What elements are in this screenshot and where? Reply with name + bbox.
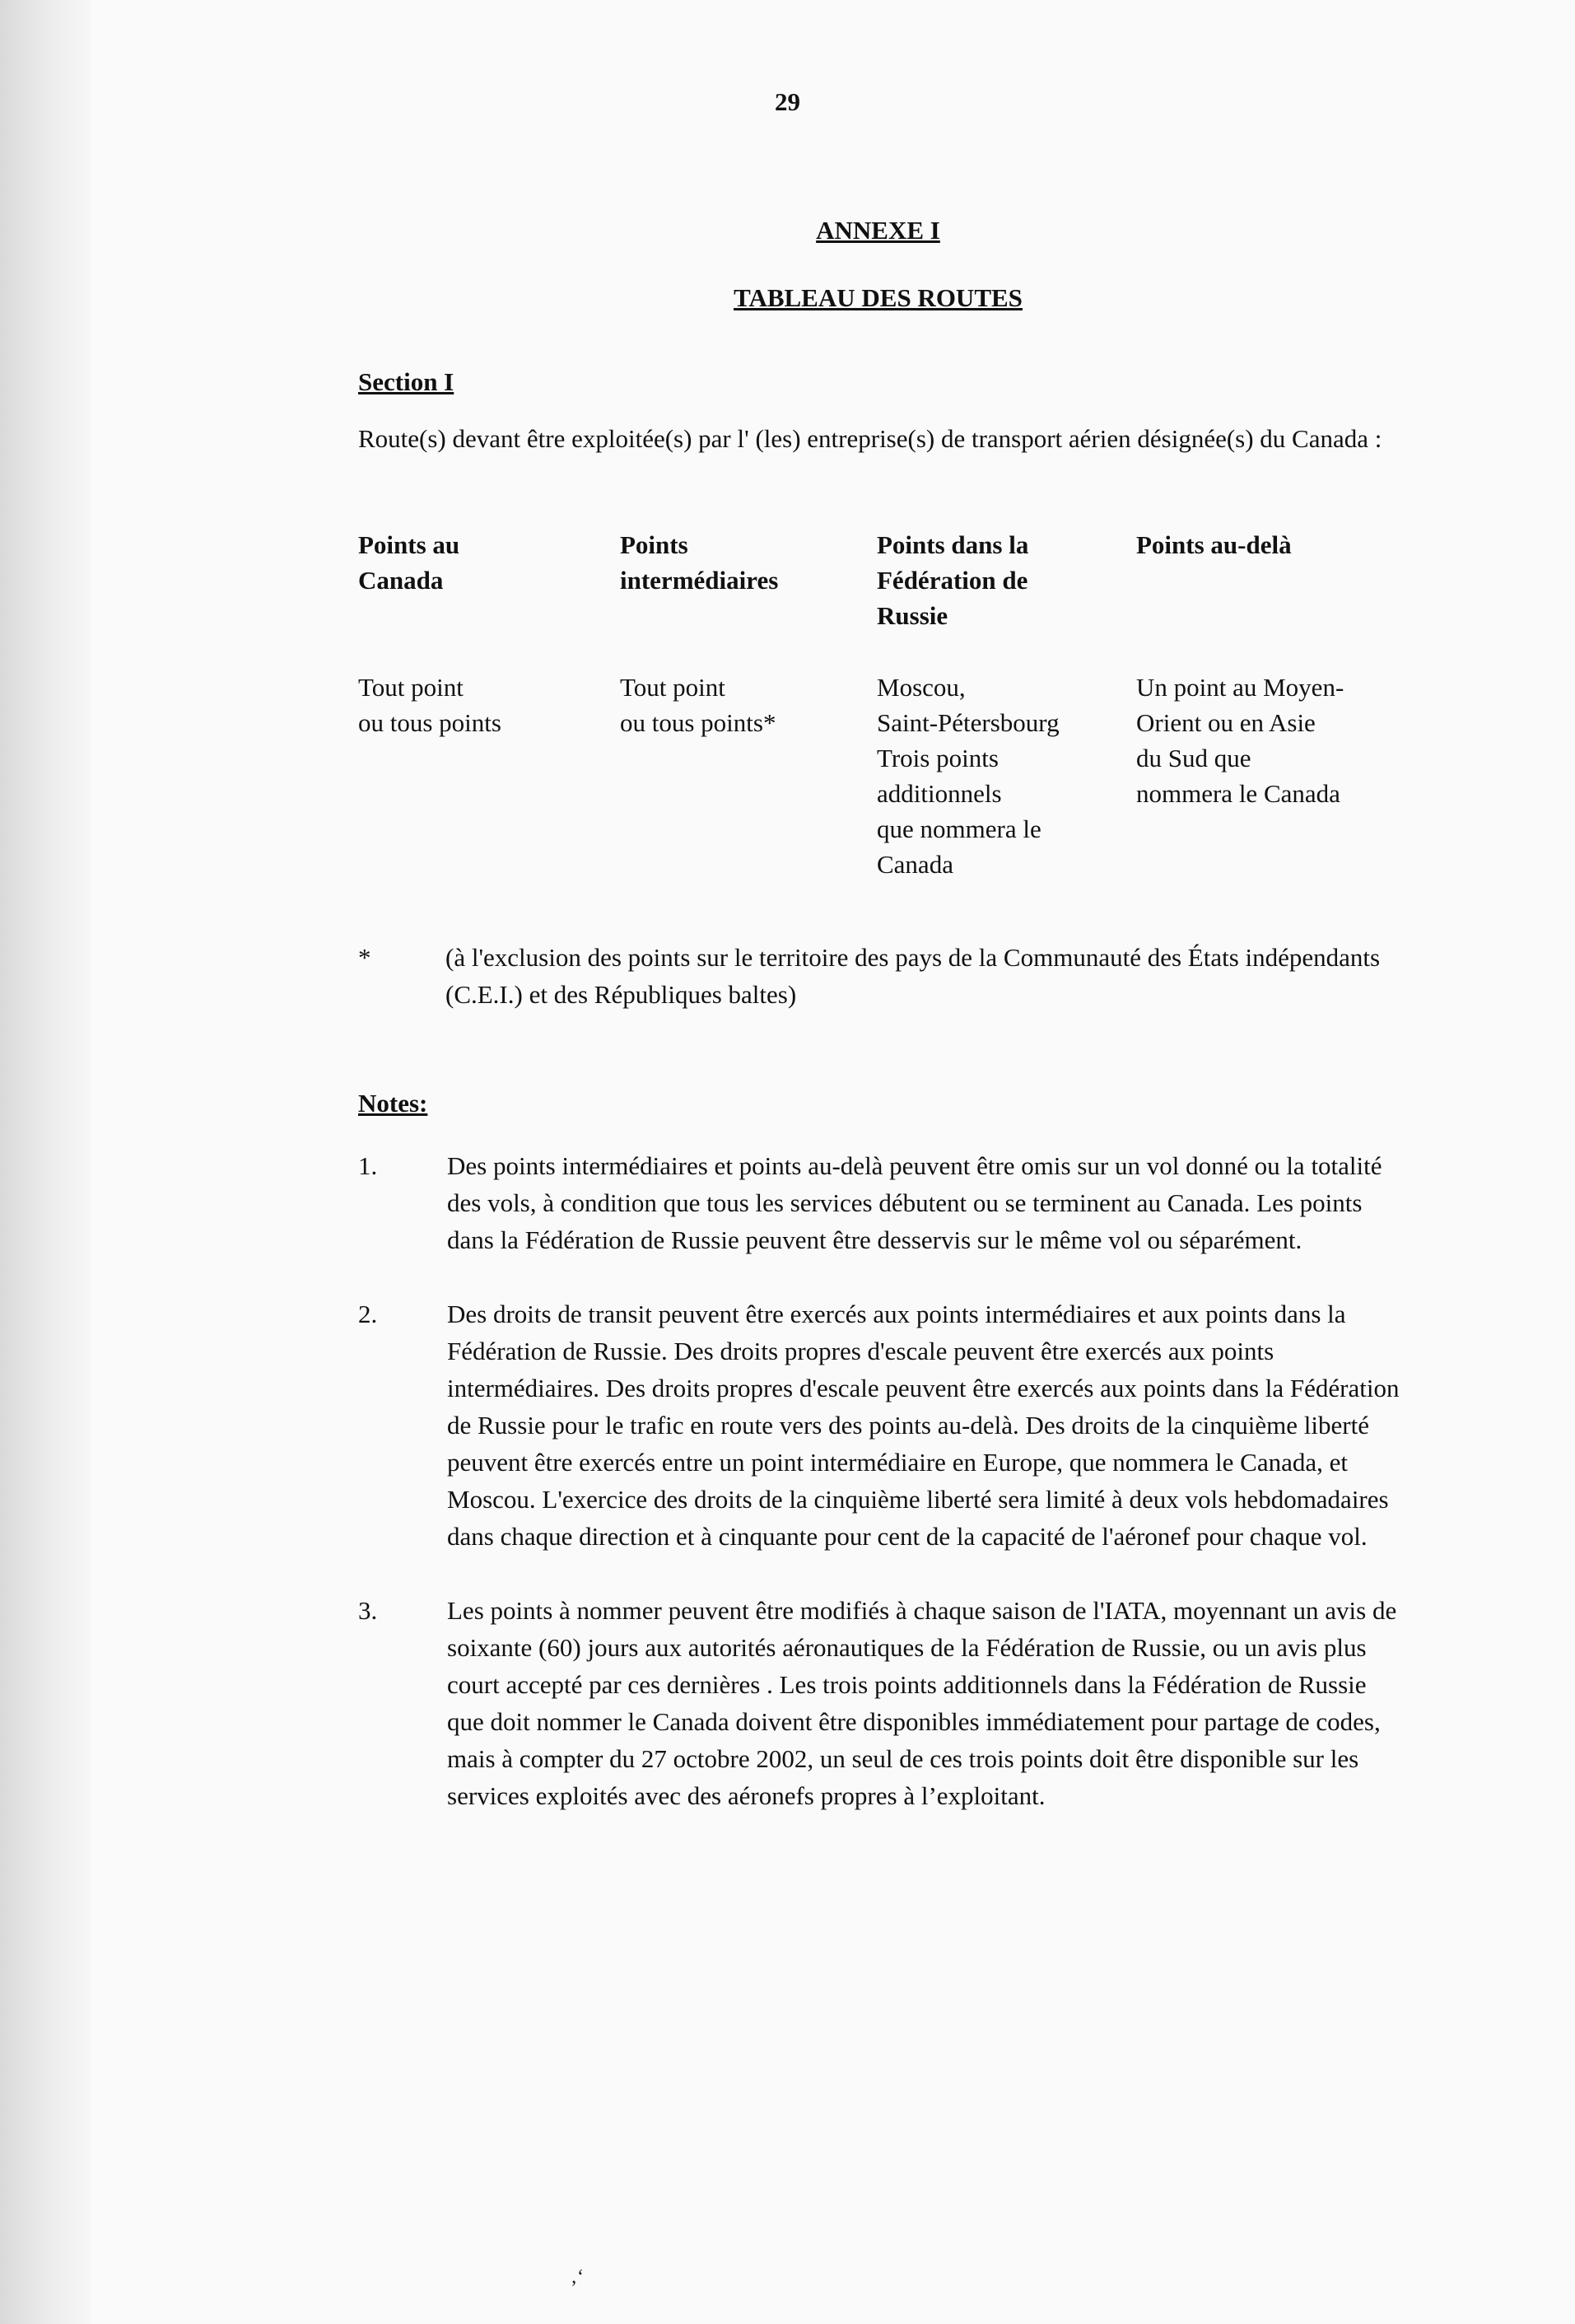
page-number: 29 (775, 87, 800, 116)
note-text: Des points intermédiaires et points au-delà peuvent être omis sur un vol donné ou la totalité des vols, à condition que tous les services débutent ou se terminent au Canada. Les points dans la Fédération de Russie peuvent être desservis sur le même vol ou séparément. (447, 1151, 1382, 1254)
note-text: Les points à nommer peuvent être modifiés à chaque saison de l'IATA, moyennant un avis de soixante (60) jours aux autorités aéronautiques de la Fédération de Russie, ou un avis plus court accepté par ces dernières . Les trois points additionnels dans la Fédération de Russie que doit nommer le Canada doivent être disponibles immédiatement pour partage de codes, mais à compter du 27 octobre 2002, un seul de ces trois points doit être disponible sur les services exploités avec des aéronefs propres à l’exploitant. (447, 1596, 1397, 1810)
cell-line: du Sud que (1136, 744, 1251, 772)
column-body (877, 670, 1060, 882)
intro-paragraph: Route(s) devant être exploitée(s) par l' (les) entreprise(s) de transport aérien désignée(s) du Canada : (358, 424, 1382, 453)
header-line: Russie (877, 601, 948, 630)
column-points-canada (358, 527, 605, 737)
column-body (358, 670, 501, 740)
header-line: Canada (358, 566, 444, 595)
notes-list (358, 1147, 1428, 1851)
header-line: Points au-delà (1136, 530, 1292, 559)
column-beyond-points (1136, 527, 1416, 808)
header-line: Points au (358, 530, 460, 559)
column-header (620, 527, 867, 667)
column-points-russia (877, 527, 1124, 879)
cell-line: que nommera le (877, 814, 1041, 843)
cell-line: Tout point (358, 673, 464, 702)
header-line: Points dans la (877, 530, 1029, 559)
column-header (1136, 527, 1416, 667)
header-line: Points (620, 530, 688, 559)
page-edge-shadow (0, 0, 91, 2324)
column-intermediate-points (620, 527, 867, 737)
note-text: Des droits de transit peuvent être exercés aux points intermédiaires et aux points dans la Fédération de Russie. Des droits propres d'escale peuvent être exercés aux points intermédiaires. Des droits propres d'escale peuvent être exercés aux points dans la Fédération de Russie pour le trafic en route vers des points au-delà. Des droits de la cinquième liberté peuvent être exercés entre un point intermédiaire en Europe, que nommera le Canada, et Moscou. L'exercice des droits de la cinquième liberté sera limité à deux vols hebdomadaires dans chaque direction et à cinquante pour cent de la capacité de l'aéronef pour chaque vol. (447, 1300, 1400, 1551)
footnote-text: (à l'exclusion des points sur le territoire des pays de la Communauté des États indépendants (C.E.I.) et des Républiques baltes) (445, 943, 1381, 1009)
column-header (877, 527, 1124, 667)
cell-line: ou tous points* (620, 708, 776, 737)
cell-line: additionnels (877, 779, 1002, 808)
section-heading: Section I (358, 367, 454, 396)
bottom-mark: ‚‘ (571, 2266, 584, 2288)
footnote-mark: * (358, 943, 371, 972)
cell-line: Saint-Pétersbourg (877, 708, 1060, 737)
cell-line: ou tous points (358, 708, 501, 737)
header-line: intermédiaires (620, 566, 779, 595)
cell-line: Canada (877, 850, 953, 879)
cell-line: Un point au Moyen- (1136, 673, 1344, 702)
annex-title: ANNEXE I (816, 216, 940, 245)
cell-line: Trois points (877, 744, 999, 772)
column-body (620, 670, 776, 740)
column-body (1136, 670, 1344, 811)
cell-line: Moscou, (877, 673, 966, 702)
header-line: Fédération de (877, 566, 1028, 595)
note-number: 2. (358, 1300, 378, 1328)
routes-table (358, 527, 1428, 879)
note-item (358, 1295, 1428, 1555)
cell-line: Orient ou en Asie (1136, 708, 1316, 737)
note-number: 3. (358, 1596, 378, 1625)
note-number: 1. (358, 1151, 378, 1180)
note-item (358, 1592, 1428, 1814)
notes-heading: Notes: (358, 1089, 428, 1118)
note-item (358, 1147, 1428, 1258)
cell-line: Tout point (620, 673, 725, 702)
column-header (358, 527, 605, 667)
table-title: TABLEAU DES ROUTES (734, 283, 1023, 312)
cell-line: nommera le Canada (1136, 779, 1340, 808)
